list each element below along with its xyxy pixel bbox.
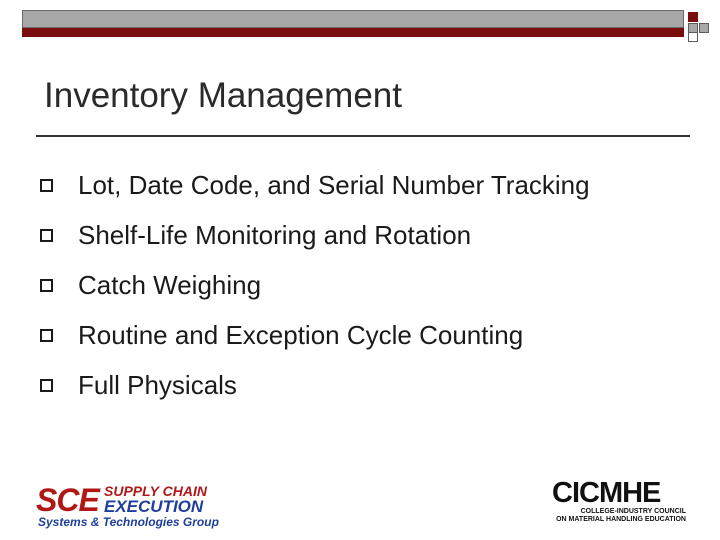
square-bullet-icon bbox=[40, 279, 53, 292]
bullet-item bbox=[40, 260, 590, 310]
square-bullet-icon bbox=[40, 379, 53, 392]
square-bullet-icon bbox=[40, 229, 53, 242]
bullet-text: Lot, Date Code, and Serial Number Tracking bbox=[78, 169, 590, 200]
bullet-item bbox=[40, 310, 590, 360]
sce-logo-mark: SCE bbox=[36, 482, 99, 518]
sce-logo bbox=[36, 482, 219, 532]
corner-square-gray bbox=[699, 23, 709, 33]
slide-title: Inventory Management bbox=[44, 76, 402, 115]
cicmhe-logo bbox=[552, 478, 688, 528]
bullet-text: Catch Weighing bbox=[78, 269, 262, 300]
cicmhe-logo-mark: CICMHE bbox=[552, 477, 661, 509]
header-band bbox=[22, 10, 684, 37]
bullet-text: Full Physicals bbox=[78, 369, 237, 400]
bullet-text: Routine and Exception Cycle Counting bbox=[78, 319, 524, 350]
corner-square-red bbox=[688, 12, 698, 22]
header-band-red bbox=[22, 28, 684, 37]
bullet-item bbox=[40, 160, 590, 210]
header-band-gray bbox=[22, 10, 684, 28]
bullet-list bbox=[40, 160, 590, 410]
sce-logo-line1: SUPPLY CHAIN bbox=[104, 483, 207, 499]
title-divider bbox=[36, 135, 690, 137]
sce-logo-line2: EXECUTION bbox=[104, 497, 204, 516]
square-bullet-icon bbox=[40, 179, 53, 192]
square-bullet-icon bbox=[40, 329, 53, 342]
corner-square-outline bbox=[688, 32, 698, 42]
cicmhe-logo-sub2: ON MATERIAL HANDLING EDUCATION bbox=[556, 516, 686, 523]
sce-logo-line3: Systems & Technologies Group bbox=[38, 515, 219, 529]
bullet-item bbox=[40, 360, 590, 410]
bullet-text: Shelf-Life Monitoring and Rotation bbox=[78, 219, 472, 250]
bullet-item bbox=[40, 210, 590, 260]
cicmhe-logo-sub1: COLLEGE-INDUSTRY COUNCIL bbox=[580, 508, 686, 515]
